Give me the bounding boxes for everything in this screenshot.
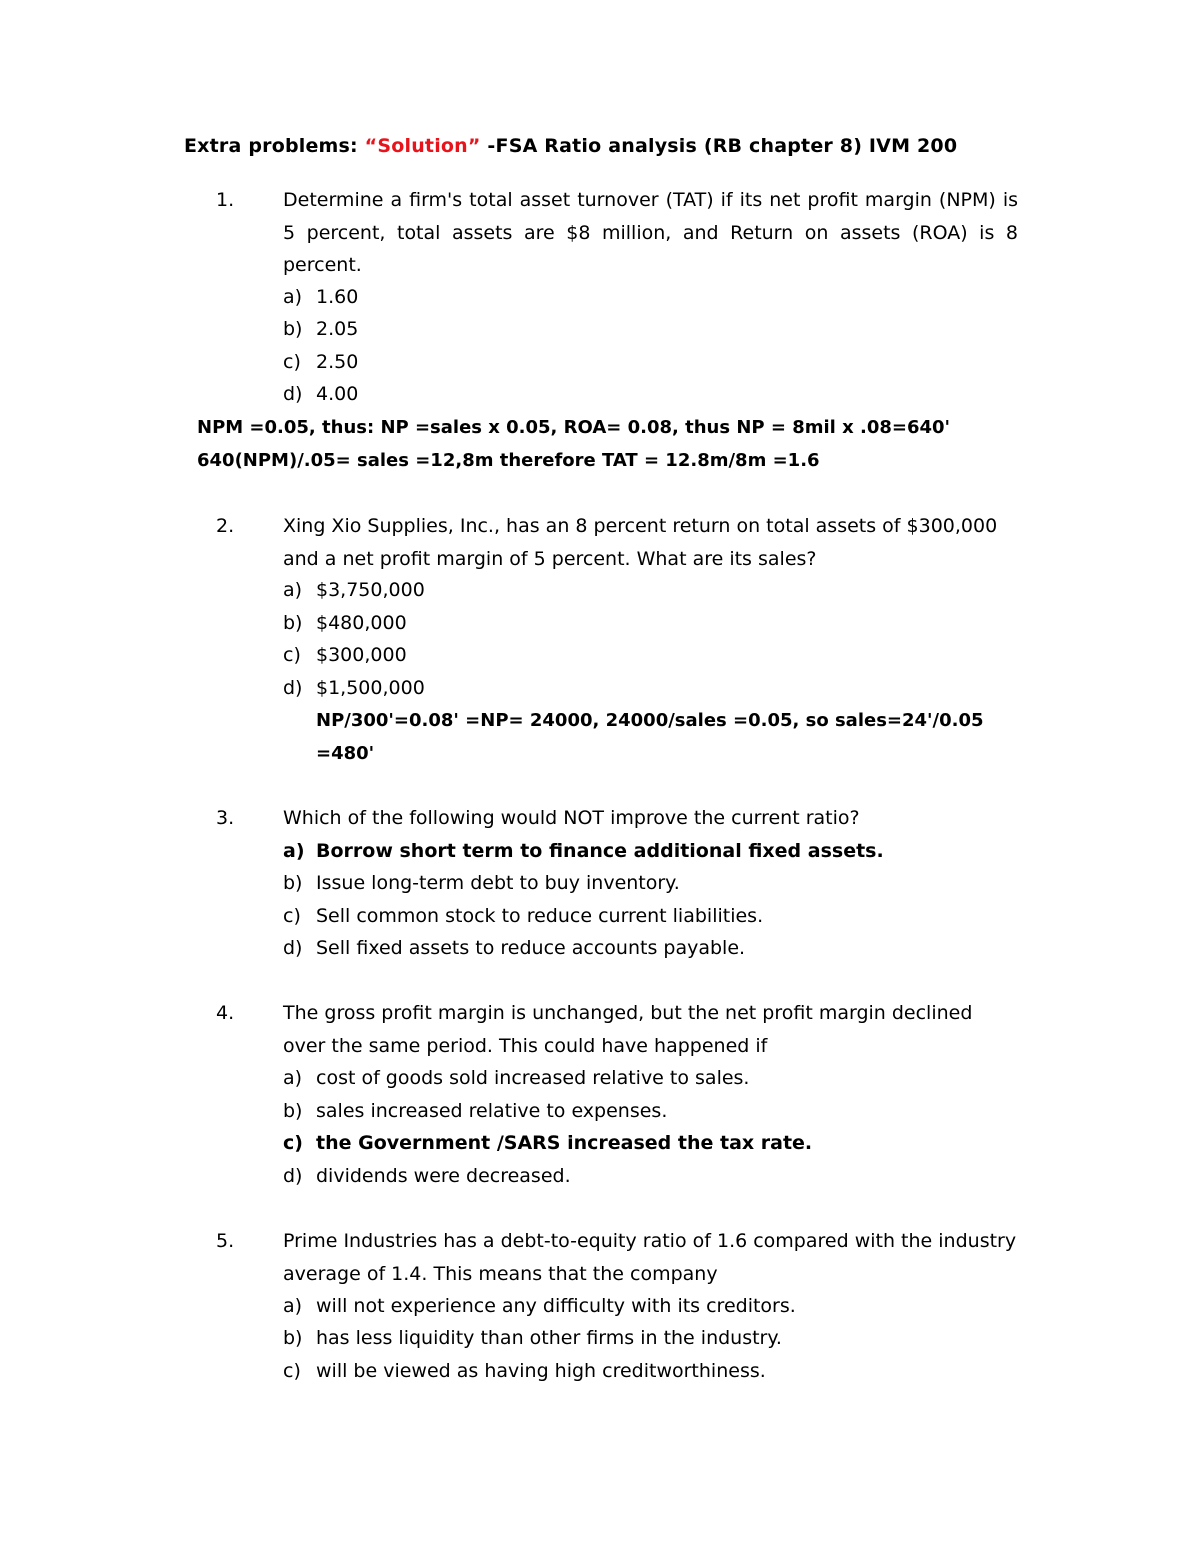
option-d: d) $1,500,000	[283, 677, 425, 699]
option-a-answer: a) Borrow short term to finance additional fixed assets.	[283, 840, 884, 862]
solution-line-1: NPM =0.05, thus: NP =sales x 0.05, ROA= 0.08, thus NP = 8mil x .08=640'	[197, 417, 951, 438]
title-suffix: -FSA Ratio analysis (RB chapter 8) IVM 200	[480, 135, 958, 157]
question-text: The gross profit margin is unchanged, but the net profit margin declined over the same period. This could have happened if	[283, 1002, 973, 1057]
option-d: d) 4.00	[283, 383, 359, 405]
option-b: b) sales increased relative to expenses.	[283, 1100, 668, 1122]
solution-line-1: NP/300'=0.08' =NP= 24000, 24000/sales =0.05, so sales=24'/0.05	[316, 710, 984, 731]
option-c: c) $300,000	[283, 644, 407, 666]
option-b: b) $480,000	[283, 612, 407, 634]
option-b: b) 2.05	[283, 318, 359, 340]
option-c: c) Sell common stock to reduce current liabilities.	[283, 905, 764, 927]
document-title	[184, 135, 957, 157]
option-c-answer: c) the Government /SARS increased the tax rate.	[283, 1132, 813, 1154]
question-number: 5.	[216, 1230, 235, 1252]
question-text: Prime Industries has a debt-to-equity ratio of 1.6 compared with the industry average of 1.4. This means that the company	[283, 1230, 1017, 1285]
question-number: 1.	[216, 189, 235, 211]
option-b: b) Issue long-term debt to buy inventory.	[283, 872, 680, 894]
option-c: c) will be viewed as having high creditworthiness.	[283, 1360, 766, 1382]
option-d: d) dividends were decreased.	[283, 1165, 571, 1187]
title-prefix: Extra problems:	[184, 135, 365, 157]
question-text: Xing Xio Supplies, Inc., has an 8 percent return on total assets of $300,000 and a net profit margin of 5 percent. What are its sales?	[283, 515, 998, 570]
title-solution-highlight: “Solution”	[364, 135, 481, 157]
question-number: 4.	[216, 1002, 235, 1024]
option-a: a) will not experience any difficulty with its creditors.	[283, 1295, 796, 1317]
option-a: a) $3,750,000	[283, 579, 425, 601]
solution-line-2: =480'	[316, 743, 375, 764]
question-text: Which of the following would NOT improve the current ratio?	[283, 807, 860, 829]
option-d: d) Sell fixed assets to reduce accounts payable.	[283, 937, 746, 959]
option-b: b) has less liquidity than other firms in the industry.	[283, 1327, 782, 1349]
question-number: 3.	[216, 807, 235, 829]
question-text: Determine a firm's total asset turnover (TAT) if its net profit margin (NPM) is 5 percent, total assets are $8 million, and Return on assets (ROA) is 8 percent.	[283, 189, 1018, 276]
option-c: c) 2.50	[283, 351, 359, 373]
option-a: a) 1.60	[283, 286, 359, 308]
option-a: a) cost of goods sold increased relative to sales.	[283, 1067, 750, 1089]
question-number: 2.	[216, 515, 235, 537]
solution-line-2: 640(NPM)/.05= sales =12,8m therefore TAT = 12.8m/8m =1.6	[197, 450, 820, 471]
